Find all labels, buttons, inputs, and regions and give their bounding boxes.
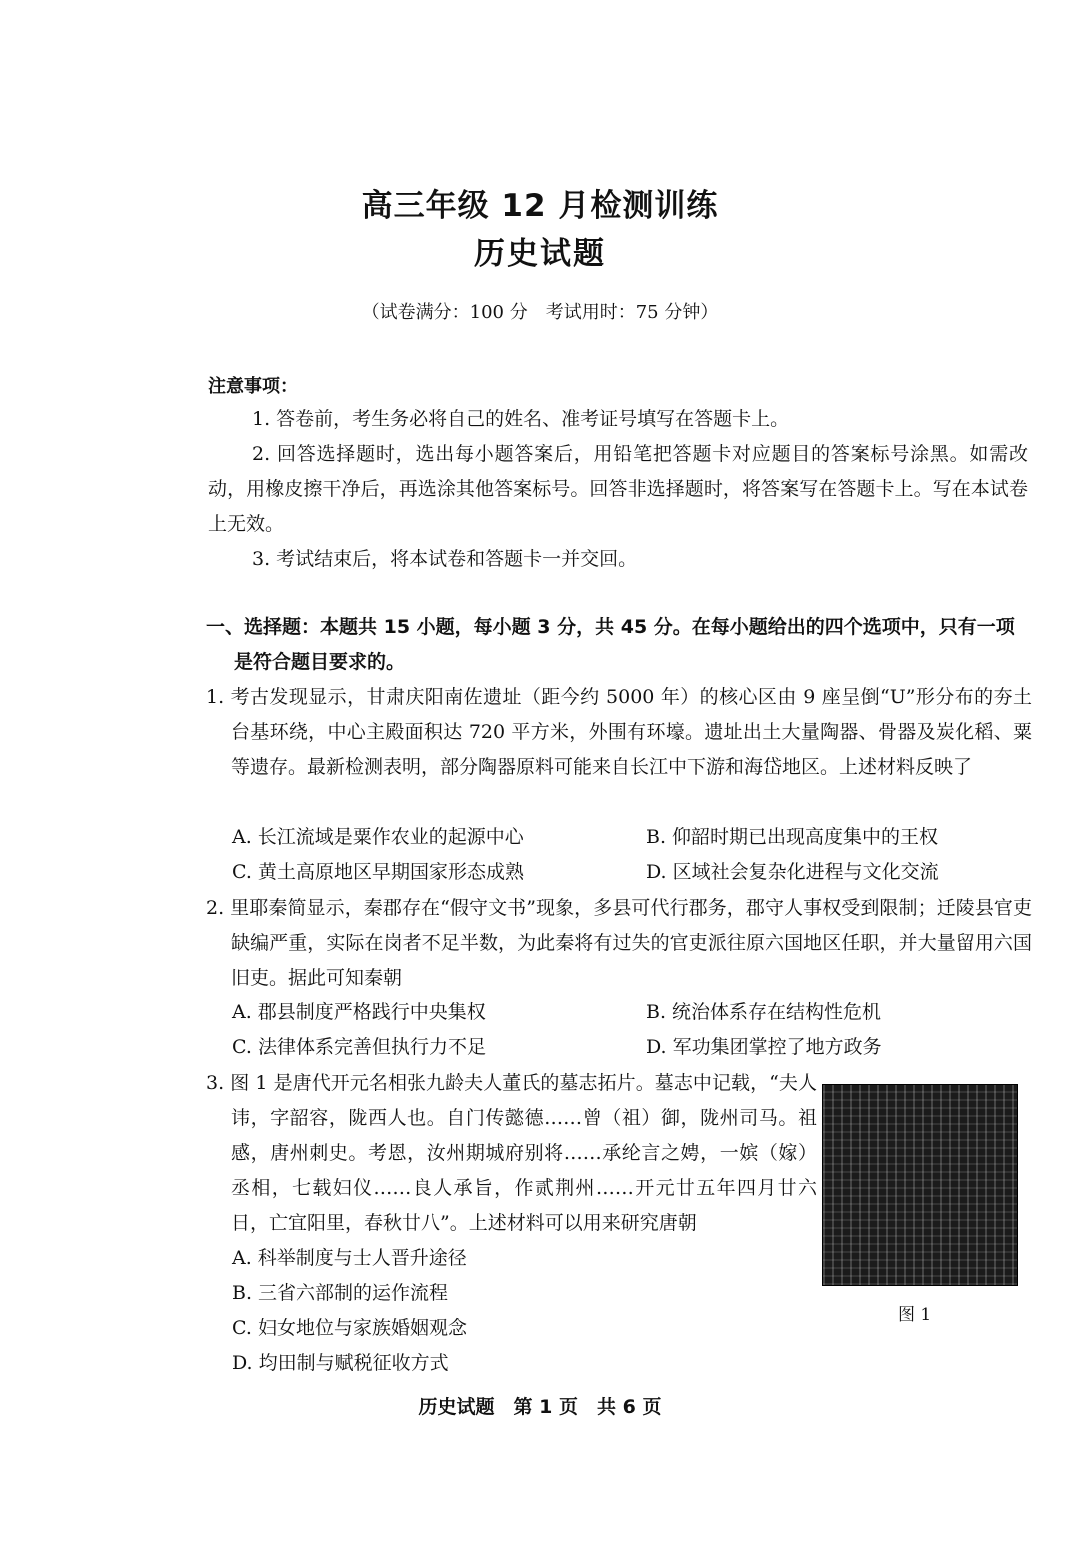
page-footer: 历史试题 第 1 页 共 6 页 <box>418 1396 662 1418</box>
question-2-stem: 2. 里耶秦简显示，秦郡存在“假守文书”现象，多县可代行郡务，郡守人事权受到限制；迁陵县官吏缺编严重，实际在岗者不足半数，为此秦将有过失的官吏派往原六国地区任职，并大量留用六国旧吏。据此可知秦朝 <box>206 897 1032 989</box>
question-3-option-b: B. 三省六部制的运作流程 <box>232 1282 449 1304</box>
exam-subject: 历史试题 <box>474 236 606 272</box>
question-3-option-d: D. 均田制与赋税征收方式 <box>232 1352 449 1374</box>
question-1-option-c: C. 黄土高原地区早期国家形态成熟 <box>232 861 524 883</box>
section-title-text: 一、选择题：本题共 15 小题，每小题 3 分，共 45 分。在每小题给出的四个选项中，只有一项是符合题目要求的。 <box>206 616 1015 673</box>
question-2-option-b: B. 统治体系存在结构性危机 <box>646 1001 882 1023</box>
notice-item-2: 2. 回答选择题时，选出每小题答案后，用铅笔把答题卡对应题目的答案标号涂黑。如需改动，用橡皮擦干净后，再选涂其他答案标号。回答非选择题时，将答案写在答题卡上。写在本试卷上无效。 <box>208 443 1028 535</box>
question-1-option-b: B. 仰韶时期已出现高度集中的王权 <box>646 826 939 848</box>
question-1-stem: 1. 考古发现显示，甘肃庆阳南佐遗址（距今约 5000 年）的核心区由 9 座呈倒“U”形分布的夯土台基环绕，中心主殿面积达 720 平方米，外围有环壕。遗址出土大量陶器、骨器及炭化稻、粟等遗存。最新检测表明，部分陶器原料可能来自长江中下游和海岱地区。上述材料反映了 <box>206 686 1032 778</box>
question-1-option-a: A. 长江流域是粟作农业的起源中心 <box>232 826 524 848</box>
question-3-option-a: A. 科举制度与士人晋升途径 <box>232 1247 467 1269</box>
figure-caption: 图 1 <box>898 1305 932 1325</box>
question-3-option-c: C. 妇女地位与家族婚姻观念 <box>232 1317 467 1339</box>
question-2-option-a: A. 郡县制度严格践行中央集权 <box>232 1001 486 1023</box>
question-2-option-d: D. 军功集团掌控了地方政务 <box>646 1036 882 1058</box>
notice-title: 注意事项： <box>208 376 298 397</box>
question-2-option-c: C. 法律体系完善但执行力不足 <box>232 1036 486 1058</box>
question-1-option-d: D. 区域社会复杂化进程与文化交流 <box>646 861 939 883</box>
notice-item-3: 3. 考试结束后，将本试卷和答题卡一并交回。 <box>252 548 638 570</box>
notice-item-1: 1. 答卷前，考生务必将自己的姓名、准考证号填写在答题卡上。 <box>252 408 790 430</box>
exam-title: 高三年级 12 月检测训练 <box>361 188 719 224</box>
exam-meta: （试卷满分：100 分 考试用时：75 分钟） <box>361 302 719 323</box>
epitaph-rubbing-image <box>822 1084 1018 1286</box>
question-3-stem: 3. 图 1 是唐代开元名相张九龄夫人董氏的墓志拓片。墓志中记载，“夫人讳，字韶容，陇西人也。自门传懿德……曾（祖）御，陇州司马。祖感，唐州刺史。考恩，汝州期城府别将……承纶言之娉，一嫔（嫁）丞相，七载妇仪……良人承旨，作贰荆州……开元廿五年四月廿六日，亡宜阳里，春秋廿八”。上述材料可以用来研究唐朝 <box>206 1072 817 1234</box>
section-title <box>206 610 1026 680</box>
